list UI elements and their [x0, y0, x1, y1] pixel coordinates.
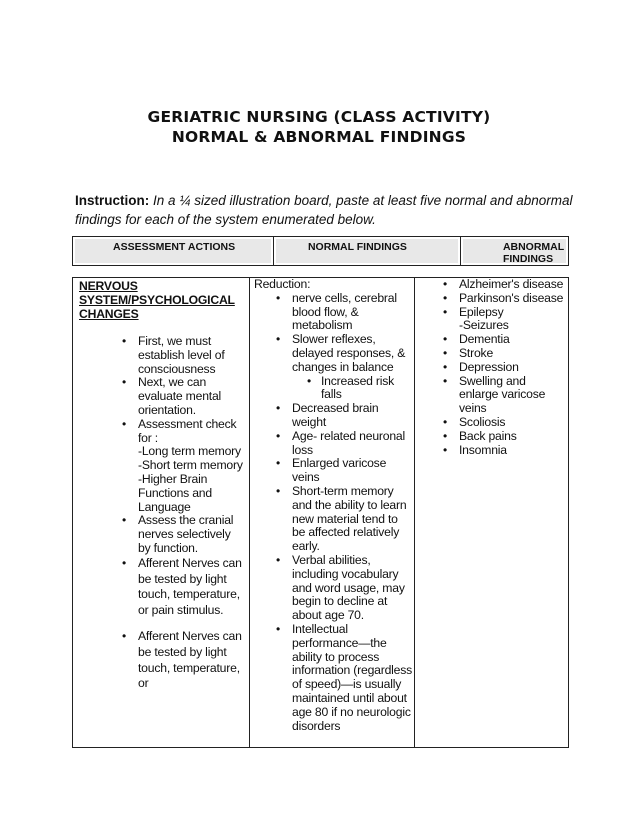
list-item: • Insomnia	[459, 444, 568, 458]
instruction	[75, 191, 575, 229]
list-item: • Depression	[459, 361, 568, 375]
normal-findings-cell	[250, 278, 415, 748]
list-item: • Afferent Nerves can be tested by light touch, temperature, or	[138, 629, 245, 692]
list-item: • Afferent Nerves can be tested by light touch, temperature, or pain stimulus.	[138, 556, 245, 619]
normal-intro: Reduction:	[254, 277, 311, 291]
document-title: GERIATRIC NURSING (CLASS ACTIVITY)	[147, 108, 491, 126]
header-normal-findings: NORMAL FINDINGS	[273, 237, 460, 266]
list-item: • Scoliosis	[459, 416, 568, 430]
instruction-label: Instruction:	[75, 193, 150, 208]
list-item: • Parkinson's disease	[459, 292, 568, 306]
list-item: • Age- related neuronal loss	[292, 430, 414, 458]
instruction-text: In a ¼ sized illustration board, paste at least five normal and abnormal findings for each of the system enumerated below.	[75, 193, 573, 227]
abnormal-list	[419, 278, 568, 457]
list-item: • Assessment check for : -Long term memory -Short term memory -Higher Brain Functions and Language	[138, 418, 245, 515]
list-item: • Enlarged varicose veins	[292, 457, 414, 485]
abnormal-findings-cell	[415, 278, 569, 748]
list-item: • Swelling and enlarge varicose veins	[459, 375, 568, 416]
document-subtitle: NORMAL & ABNORMAL FINDINGS	[171, 128, 467, 146]
list-item: • Increased risk falls	[321, 375, 414, 403]
list-item: • Stroke	[459, 347, 568, 361]
normal-list	[254, 292, 414, 734]
list-item	[292, 333, 414, 402]
list-item-text: Slower reflexes, delayed responses, & changes in balance	[292, 332, 406, 374]
list-item: • Back pains	[459, 430, 568, 444]
list-item: • nerve cells, cerebral blood flow, & metabolism	[292, 292, 414, 333]
list-item: • Assess the cranial nerves selectively by function.	[138, 514, 245, 555]
sub-list	[292, 375, 414, 403]
table-row	[73, 278, 569, 748]
list-item: • Short-term memory and the ability to learn new material tend to be affected relatively early.	[292, 485, 414, 554]
list-item: • First, we must establish level of consciousness	[138, 335, 245, 376]
header-assessment-actions: ASSESSMENT ACTIONS	[73, 237, 274, 266]
list-item: • Dementia	[459, 333, 568, 347]
header-table	[72, 236, 569, 266]
findings-table	[72, 277, 569, 748]
list-item: • Decreased brain weight	[292, 402, 414, 430]
list-item: • Verbal abilities, including vocabulary and word usage, may begin to decline at about age 70.	[292, 554, 414, 623]
list-item: • Epilepsy -Seizures	[459, 306, 568, 334]
list-item: • Next, we can evaluate mental orientation.	[138, 376, 245, 417]
assessment-cell	[73, 278, 250, 748]
section-title: NERVOUS SYSTEM/PSYCHOLOGICAL CHANGES	[79, 279, 235, 321]
list-item: • Alzheimer's disease	[459, 278, 568, 292]
list-item: • Intellectual performance—the ability to process information (regardless of speed)—is usually maintained until about age 80 if no neurologic disorders	[292, 623, 414, 733]
header-abnormal-findings: ABNORMAL FINDINGS	[460, 237, 568, 266]
assessment-list	[79, 335, 245, 692]
